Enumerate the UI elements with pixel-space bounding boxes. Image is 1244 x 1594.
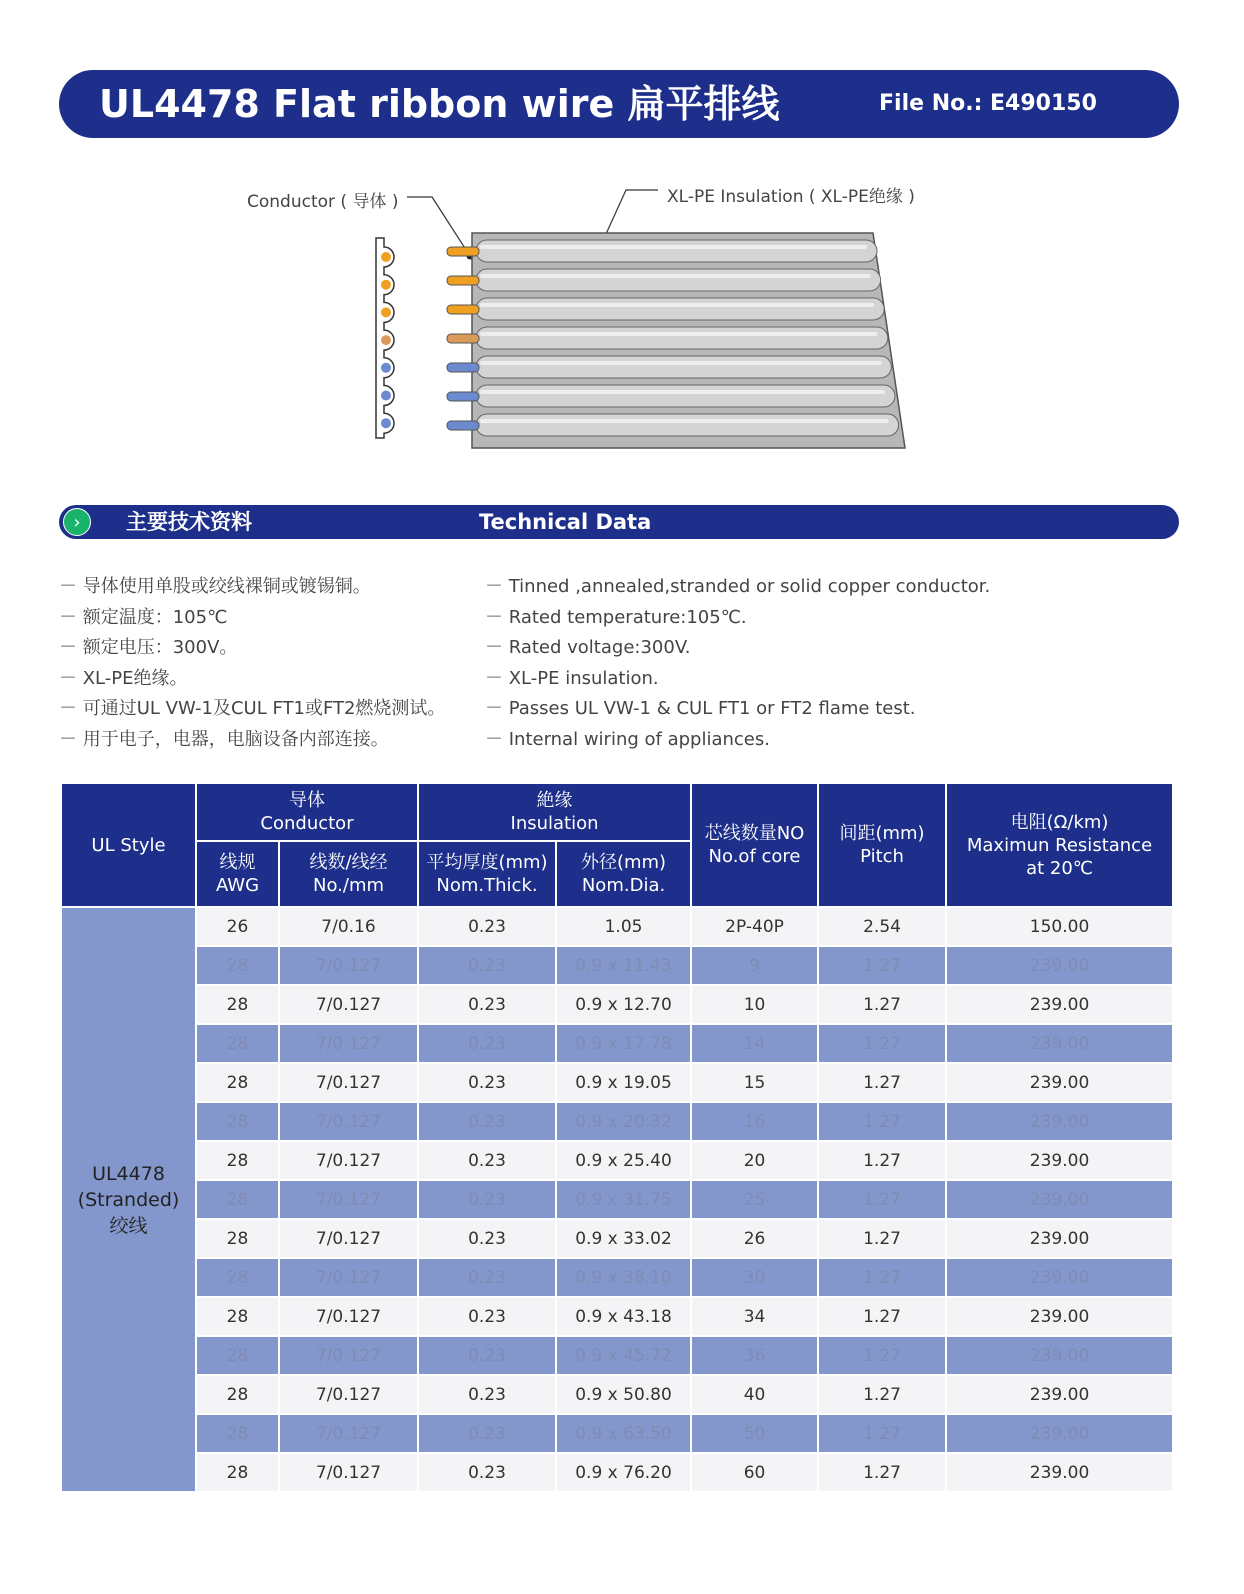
spec-item: － Tinned ,annealed,stranded or solid copper conductor. xyxy=(485,576,991,597)
table-cell: 0.9 x 11.43 xyxy=(556,946,691,985)
table-cell: 7/0.127 xyxy=(279,1375,418,1414)
table-cell: 7/0.127 xyxy=(279,1336,418,1375)
conductor-end xyxy=(447,421,479,430)
cross-section-conductor xyxy=(381,307,391,317)
cross-section-conductor xyxy=(381,252,391,262)
table-cell: 1.27 xyxy=(818,946,946,985)
section-title-en: Technical Data xyxy=(479,510,652,534)
table-cell: 7/0.127 xyxy=(279,1180,418,1219)
table-row xyxy=(61,1375,1173,1414)
table-cell: 28 xyxy=(196,1453,279,1492)
conductor-end xyxy=(447,276,479,285)
header-pitch: 间距(mm) Pitch xyxy=(818,783,946,907)
insulation-label: XL-PE Insulation ( XL-PE绝缘 ) xyxy=(667,187,915,207)
cross-section-conductor xyxy=(381,335,391,345)
table-cell: 10 xyxy=(691,985,818,1024)
header-insulation: 絶缘 Insulation xyxy=(418,783,691,841)
table-cell: 7/0.127 xyxy=(279,1453,418,1492)
table-cell: 239.00 xyxy=(946,1297,1173,1336)
table-cell: 0.9 x 50.80 xyxy=(556,1375,691,1414)
table-cell: 239.00 xyxy=(946,1453,1173,1492)
technical-data-header xyxy=(59,505,1179,539)
cross-section-conductor xyxy=(381,418,391,428)
table-body xyxy=(61,907,1173,1492)
table-cell: 28 xyxy=(196,1258,279,1297)
table-cell: 28 xyxy=(196,985,279,1024)
table-cell: 25 xyxy=(691,1180,818,1219)
table-row xyxy=(61,946,1173,985)
table-row xyxy=(61,1414,1173,1453)
table-cell: 239.00 xyxy=(946,946,1173,985)
table-cell: 0.23 xyxy=(418,1414,556,1453)
table-cell: 0.9 x 63.50 xyxy=(556,1414,691,1453)
table-cell: 28 xyxy=(196,1180,279,1219)
table-cell: 7/0.127 xyxy=(279,1297,418,1336)
table-cell: 1.27 xyxy=(818,985,946,1024)
table-cell: 7/0.127 xyxy=(279,946,418,985)
header-conductor: 导体 Conductor xyxy=(196,783,418,841)
header-diameter: 外径(mm) Nom.Dia. xyxy=(556,841,691,907)
table-cell: 34 xyxy=(691,1297,818,1336)
table-row xyxy=(61,1258,1173,1297)
table-cell: 0.23 xyxy=(418,1102,556,1141)
spec-table xyxy=(60,782,1174,1493)
insulation-rib xyxy=(476,240,877,262)
table-cell: 28 xyxy=(196,1024,279,1063)
header-resistance: 电阻(Ω/km) Maximun Resistance at 20℃ xyxy=(946,783,1173,907)
table-cell: 0.23 xyxy=(418,1141,556,1180)
conductor-end xyxy=(447,247,479,256)
cross-section-conductor xyxy=(381,280,391,290)
table-cell: 36 xyxy=(691,1336,818,1375)
table-row xyxy=(61,1219,1173,1258)
table-cell: 1.27 xyxy=(818,1414,946,1453)
header-ul-style: UL Style xyxy=(61,783,196,907)
table-cell: 239.00 xyxy=(946,1336,1173,1375)
ribbon-wire-diagram xyxy=(0,160,1244,480)
table-cell: 1.27 xyxy=(818,1336,946,1375)
table-cell: 0.23 xyxy=(418,946,556,985)
table-cell: 239.00 xyxy=(946,1414,1173,1453)
title-bar xyxy=(59,70,1179,138)
table-cell: 239.00 xyxy=(946,1258,1173,1297)
table-row xyxy=(61,1180,1173,1219)
table-cell: 28 xyxy=(196,1297,279,1336)
chevron-right-icon: › xyxy=(63,508,91,536)
table-cell: 50 xyxy=(691,1414,818,1453)
table-cell: 0.23 xyxy=(418,985,556,1024)
table-cell: 239.00 xyxy=(946,1219,1173,1258)
spec-item: － 额定电压：300V。 xyxy=(59,637,238,658)
spec-item: － XL-PE insulation. xyxy=(485,667,659,689)
table-cell: 26 xyxy=(691,1219,818,1258)
table-row xyxy=(61,1141,1173,1180)
table-cell: 28 xyxy=(196,1141,279,1180)
file-number: File No.: E490150 xyxy=(879,91,1097,116)
table-cell: 40 xyxy=(691,1375,818,1414)
table-cell: 0.9 x 45.72 xyxy=(556,1336,691,1375)
conductor-end xyxy=(447,363,479,372)
table-row xyxy=(61,1063,1173,1102)
insulation-rib xyxy=(476,269,881,291)
spec-item: － 可通过UL VW-1及CUL FT1或FT2燃烧测试。 xyxy=(59,698,446,719)
ul-style-cell: UL4478 (Stranded) 绞线 xyxy=(61,907,196,1492)
table-cell: 7/0.127 xyxy=(279,1024,418,1063)
table-cell: 239.00 xyxy=(946,1063,1173,1102)
table-cell: 7/0.127 xyxy=(279,1414,418,1453)
conductor-end xyxy=(447,334,479,343)
table-cell: 0.9 x 38.10 xyxy=(556,1258,691,1297)
table-cell: 0.23 xyxy=(418,1219,556,1258)
table-cell: 2.54 xyxy=(818,907,946,946)
page-title: UL4478 Flat ribbon wire 扁平排线 xyxy=(99,82,780,126)
table-cell: 9 xyxy=(691,946,818,985)
table-cell: 0.9 x 76.20 xyxy=(556,1453,691,1492)
table-cell: 1.27 xyxy=(818,1219,946,1258)
table-cell: 1.05 xyxy=(556,907,691,946)
table-cell: 26 xyxy=(196,907,279,946)
table-cell: 7/0.127 xyxy=(279,1063,418,1102)
header-thickness: 平均厚度(mm) Nom.Thick. xyxy=(418,841,556,907)
spec-item: － Internal wiring of appliances. xyxy=(485,728,770,750)
insulation-rib xyxy=(476,327,888,349)
table-cell: 0.9 x 12.70 xyxy=(556,985,691,1024)
table-cell: 1.27 xyxy=(818,1024,946,1063)
table-cell: 7/0.127 xyxy=(279,1219,418,1258)
table-cell: 20 xyxy=(691,1141,818,1180)
table-cell: 239.00 xyxy=(946,1102,1173,1141)
insulation-rib xyxy=(476,385,895,407)
table-row xyxy=(61,907,1173,946)
table-cell: 0.23 xyxy=(418,1024,556,1063)
conductor-end xyxy=(447,305,479,314)
table-cell: 0.9 x 43.18 xyxy=(556,1297,691,1336)
table-cell: 0.23 xyxy=(418,1258,556,1297)
table-cell: 28 xyxy=(196,1219,279,1258)
table-cell: 1.27 xyxy=(818,1453,946,1492)
table-cell: 7/0.127 xyxy=(279,985,418,1024)
conductor-label: Conductor ( 导体 ) xyxy=(247,192,399,212)
table-cell: 239.00 xyxy=(946,985,1173,1024)
table-cell: 28 xyxy=(196,946,279,985)
spec-item: － Rated voltage:300V. xyxy=(485,637,691,658)
table-cell: 30 xyxy=(691,1258,818,1297)
table-cell: 16 xyxy=(691,1102,818,1141)
table-cell: 0.23 xyxy=(418,1336,556,1375)
table-cell: 1.27 xyxy=(818,1141,946,1180)
spec-list-cn xyxy=(59,572,445,755)
table-row xyxy=(61,1453,1173,1492)
table-cell: 0.23 xyxy=(418,1375,556,1414)
conductor-end xyxy=(447,392,479,401)
table-cell: 1.27 xyxy=(818,1258,946,1297)
table-cell: 14 xyxy=(691,1024,818,1063)
table-cell: 150.00 xyxy=(946,907,1173,946)
table-cell: 7/0.127 xyxy=(279,1141,418,1180)
table-cell: 239.00 xyxy=(946,1141,1173,1180)
spec-list-en xyxy=(485,572,990,755)
table-cell: 0.9 x 31.75 xyxy=(556,1180,691,1219)
cross-section-conductor xyxy=(381,391,391,401)
table-cell: 7/0.127 xyxy=(279,1102,418,1141)
table-cell: 0.9 x 25.40 xyxy=(556,1141,691,1180)
table-row xyxy=(61,1336,1173,1375)
spec-item: － XL-PE绝缘。 xyxy=(59,667,188,689)
table-cell: 0.23 xyxy=(418,1453,556,1492)
spec-item: － 额定温度：105℃ xyxy=(59,606,228,628)
table-cell: 28 xyxy=(196,1414,279,1453)
table-cell: 1.27 xyxy=(818,1180,946,1219)
table-row xyxy=(61,1102,1173,1141)
table-cell: 1.27 xyxy=(818,1375,946,1414)
header-awg: 线规 AWG xyxy=(196,841,279,907)
table-cell: 239.00 xyxy=(946,1375,1173,1414)
table-cell: 1.27 xyxy=(818,1102,946,1141)
table-cell: 239.00 xyxy=(946,1180,1173,1219)
table-cell: 239.00 xyxy=(946,1024,1173,1063)
table-cell: 1.27 xyxy=(818,1297,946,1336)
table-cell: 0.9 x 20.32 xyxy=(556,1102,691,1141)
table-cell: 0.23 xyxy=(418,1297,556,1336)
table-cell: 2P-40P xyxy=(691,907,818,946)
table-cell: 7/0.127 xyxy=(279,1258,418,1297)
cross-section-conductor xyxy=(381,363,391,373)
table-cell: 0.23 xyxy=(418,1063,556,1102)
table-cell: 28 xyxy=(196,1336,279,1375)
table-cell: 0.9 x 17.78 xyxy=(556,1024,691,1063)
table-cell: 0.23 xyxy=(418,907,556,946)
table-row xyxy=(61,1297,1173,1336)
insulation-rib xyxy=(476,356,891,378)
header-strand: 线数/线经 No./mm xyxy=(279,841,418,907)
ribbon-cable-illustration xyxy=(0,160,1244,480)
spec-item: － Passes UL VW-1 & CUL FT1 or FT2 flame test. xyxy=(485,698,916,719)
table-cell: 60 xyxy=(691,1453,818,1492)
table-cell: 7/0.16 xyxy=(279,907,418,946)
spec-item: － 导体使用单股或绞线裸铜或镀锡铜。 xyxy=(59,576,371,597)
insulation-rib xyxy=(476,298,884,320)
section-title-cn: 主要技术资料 xyxy=(126,510,252,534)
table-cell: 1.27 xyxy=(818,1063,946,1102)
spec-item: － 用于电子，电器，电脑设备内部连接。 xyxy=(59,728,389,750)
table-cell: 0.9 x 33.02 xyxy=(556,1219,691,1258)
spec-item: － Rated temperature:105℃. xyxy=(485,606,747,628)
table-row xyxy=(61,1024,1173,1063)
table-cell: 28 xyxy=(196,1375,279,1414)
header-no-of-core: 芯线数量NO No.of core xyxy=(691,783,818,907)
table-cell: 0.23 xyxy=(418,1180,556,1219)
table-cell: 15 xyxy=(691,1063,818,1102)
insulation-rib xyxy=(476,414,899,436)
table-row xyxy=(61,985,1173,1024)
table-cell: 0.9 x 19.05 xyxy=(556,1063,691,1102)
table-cell: 28 xyxy=(196,1063,279,1102)
table-cell: 28 xyxy=(196,1102,279,1141)
